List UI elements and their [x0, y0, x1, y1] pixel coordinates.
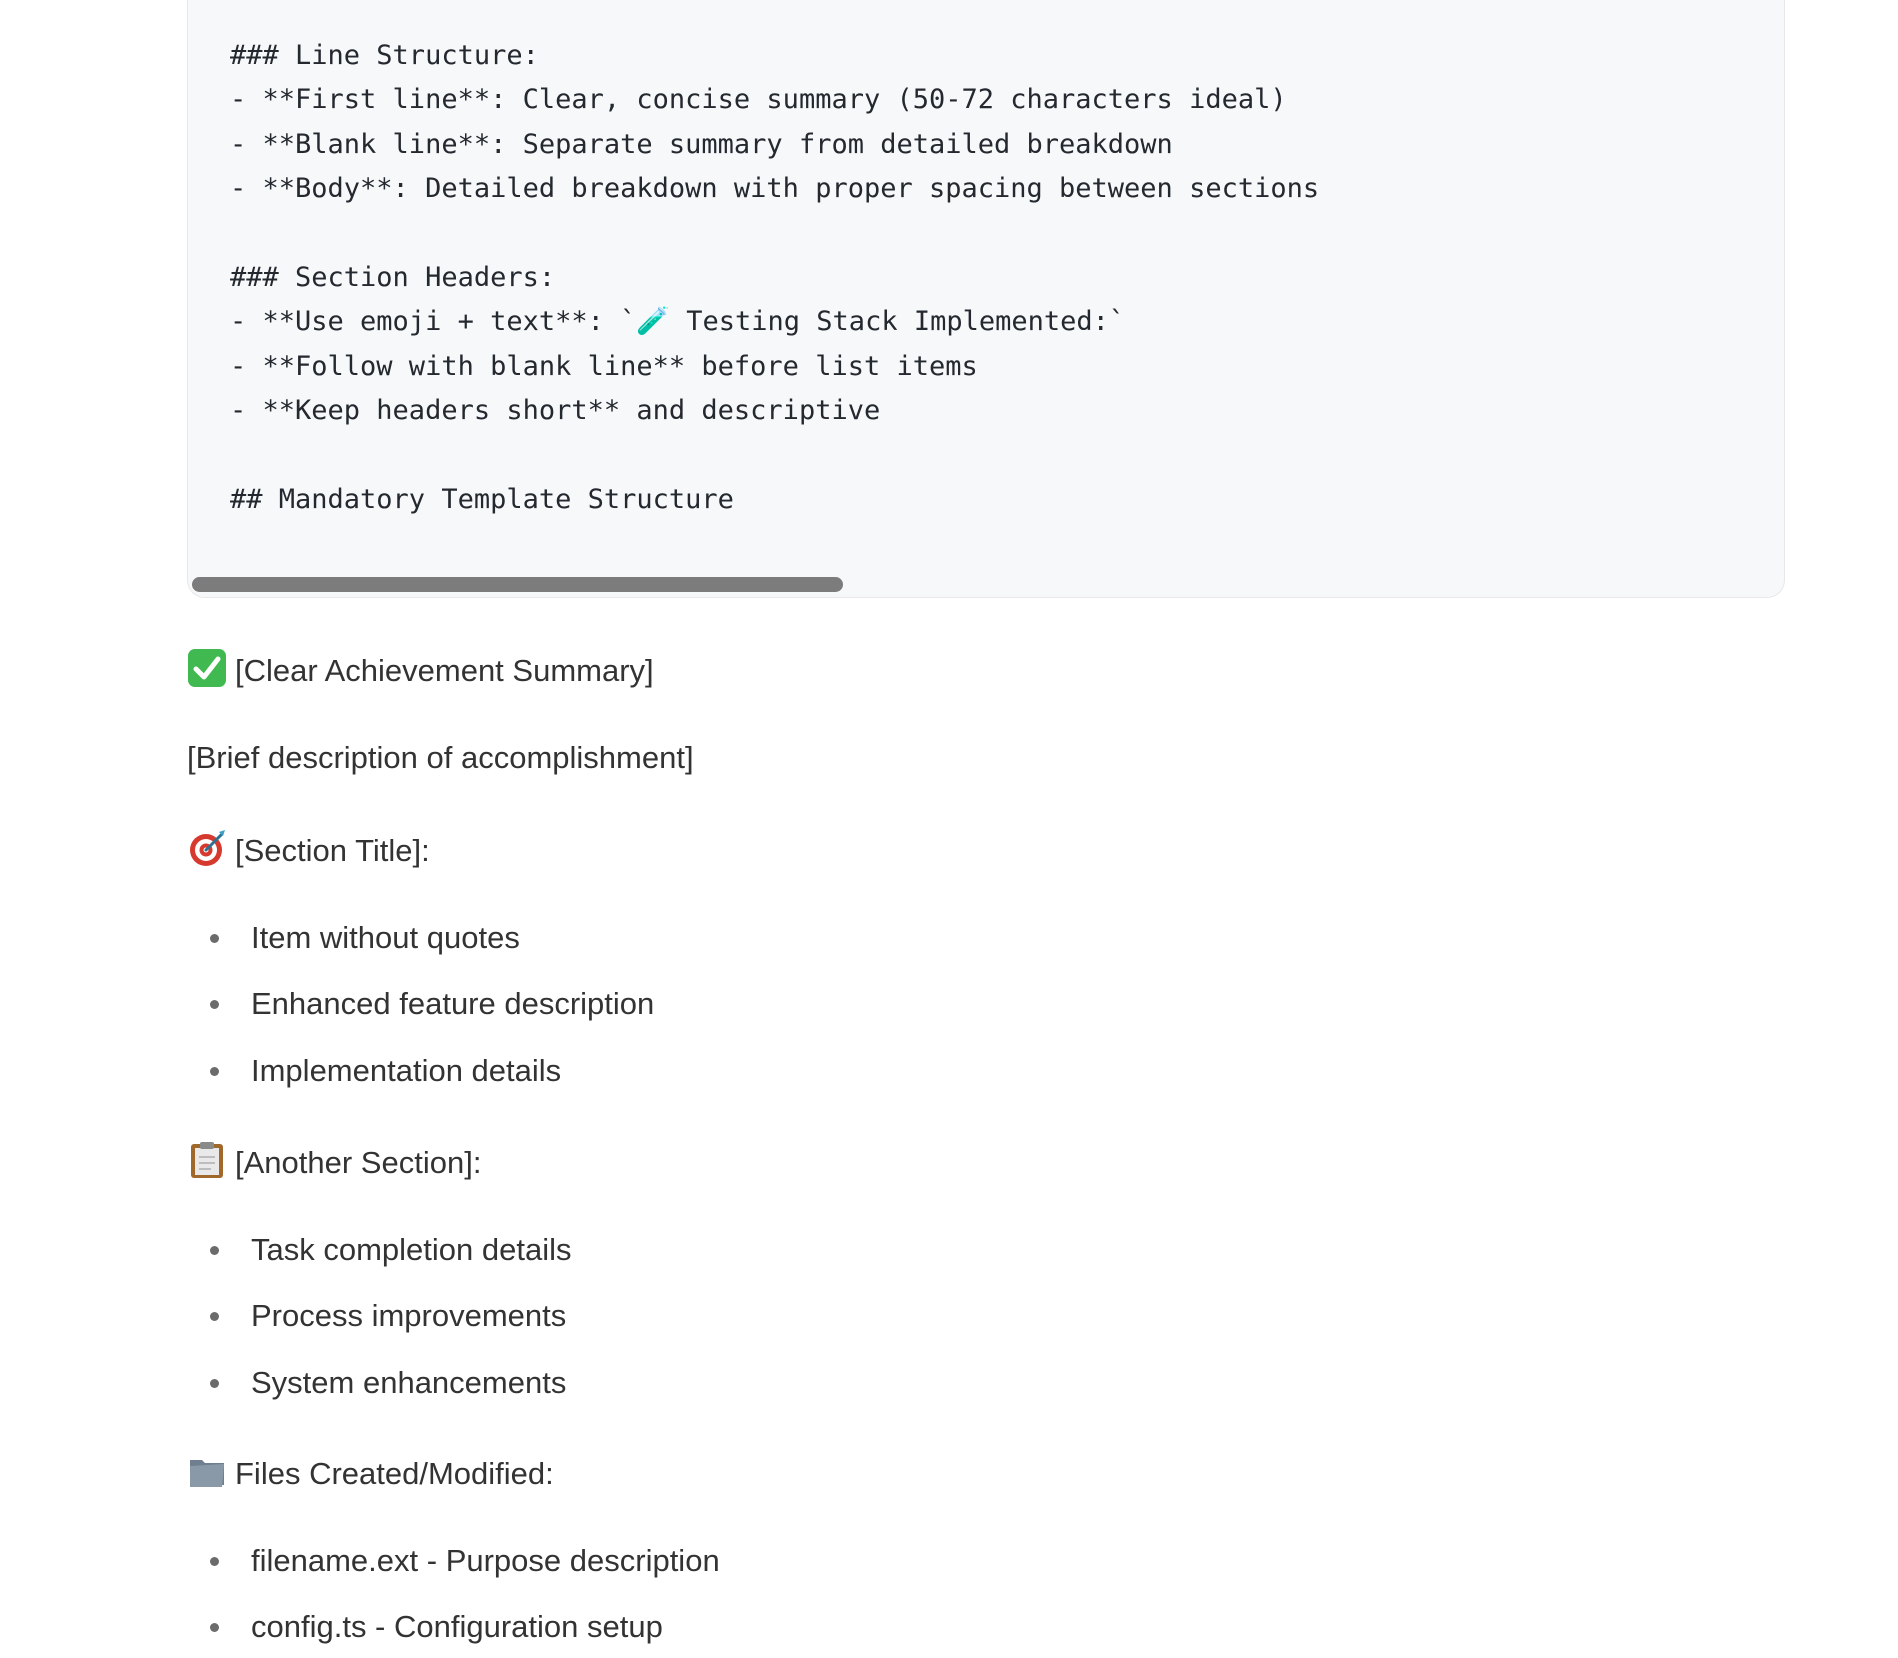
description-text: [Brief description of accomplishment]	[187, 740, 694, 775]
code-line: - **First line**: Clear, concise summary (50-72 characters ideal)	[230, 84, 1287, 116]
check-mark-icon	[187, 648, 227, 688]
list-item: Task completion details	[187, 1230, 572, 1296]
horizontal-scrollbar[interactable]	[192, 577, 1780, 593]
code-block	[187, 0, 1785, 598]
list-item: Process improvements	[187, 1296, 572, 1362]
scrollbar-thumb[interactable]	[192, 577, 843, 592]
summary-heading	[187, 648, 654, 691]
list-item: Item without quotes	[187, 918, 654, 984]
list-item: Enhanced feature description	[187, 984, 654, 1050]
section2-list	[187, 1230, 572, 1429]
target-icon	[187, 828, 227, 868]
files-heading	[187, 1451, 554, 1494]
list-item: filename.ext - Purpose description	[187, 1541, 720, 1607]
summary-heading-text: [Clear Achievement Summary]	[235, 653, 654, 688]
code-line: - **Blank line**: Separate summary from detailed breakdown	[230, 128, 1173, 160]
code-line	[230, 212, 1319, 256]
list-item: config.ts - Configuration setup	[187, 1607, 720, 1658]
code-line: ## Mandatory Template Structure	[230, 483, 734, 515]
another-section-text: [Another Section]:	[235, 1145, 482, 1180]
code-line	[230, 434, 1319, 478]
code-line: - **Follow with blank line** before list items	[230, 350, 978, 382]
markdown-content	[187, 0, 1787, 1645]
code-lines	[230, 34, 1319, 522]
list-item: System enhancements	[187, 1363, 572, 1429]
section-title-text: [Section Title]:	[235, 833, 430, 868]
code-line: - **Body**: Detailed breakdown with proper spacing between sections	[230, 173, 1320, 205]
code-line: ### Line Structure:	[230, 40, 539, 71]
section-title-heading	[187, 828, 430, 871]
code-line: - **Use emoji + text**: `🧪 Testing Stack Implemented:`	[230, 306, 1126, 338]
files-heading-text: Files Created/Modified:	[235, 1456, 554, 1491]
list-item: Implementation details	[187, 1051, 654, 1117]
section1-list	[187, 918, 654, 1117]
code-line: ### Section Headers:	[230, 261, 556, 293]
folder-icon	[187, 1451, 227, 1491]
code-line: - **Keep headers short** and descriptive	[230, 395, 881, 427]
another-section-heading	[187, 1140, 481, 1183]
files-list	[187, 1541, 720, 1658]
clipboard-icon	[187, 1140, 227, 1180]
